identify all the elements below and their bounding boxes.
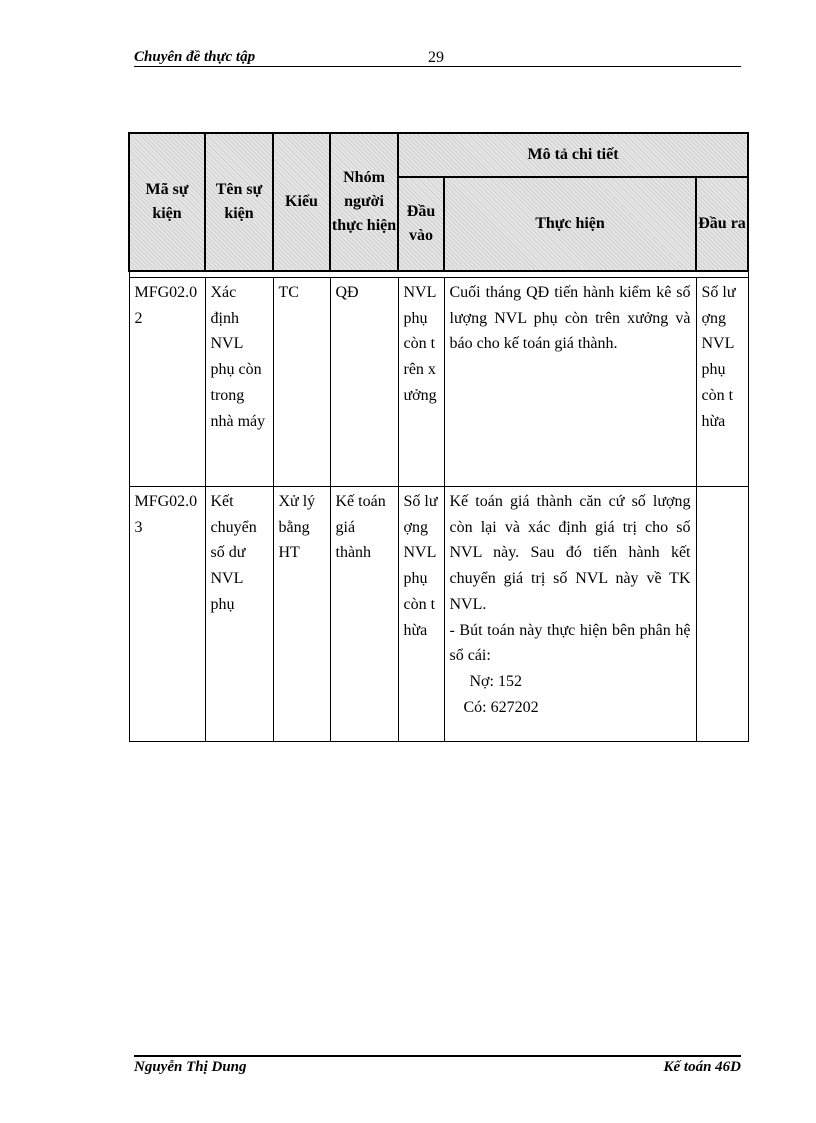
document-header-title: Chuyên đề thực tập: [134, 49, 256, 65]
header-ma-su-kien: Mã sự kiện: [129, 133, 205, 271]
cell-dau-vao: NVL phụ còn trên xưởng: [398, 278, 444, 487]
thuc-hien-text: Kế toán giá thành căn cứ số lượng còn lại và xác định giá trị cho số NVL này. Sau đó tiến hành kết chuyển giá trị số NVL này về TK NVL.: [449, 493, 691, 613]
header-thuc-hien: Thực hiện: [444, 177, 696, 271]
cell-kieu: TC: [273, 278, 330, 487]
cell-thuc-hien: Cuối tháng QĐ tiến hành kiểm kê số lượng NVL phụ còn trên xưởng và báo cho kế toán giá thành.: [444, 278, 696, 487]
cell-kieu: Xử lý bằng HT: [273, 487, 330, 742]
header-nhom-nguoi-thuc-hien: Nhóm người thực hiện: [330, 133, 398, 271]
cell-thuc-hien: [444, 487, 696, 742]
table-row: [129, 278, 748, 487]
table-row: [129, 487, 748, 742]
header-dau-ra: Đầu ra: [696, 177, 748, 271]
header-rule: [134, 66, 741, 67]
cell-ten-su-kien: Kết chuyển số dư NVL phụ: [205, 487, 273, 742]
footer-author: Nguyễn Thị Dung: [134, 1059, 247, 1075]
cell-ma-su-kien: MFG02.03: [129, 487, 205, 742]
header-dau-vao: Đầu vào: [398, 177, 444, 271]
header-mo-ta-chi-tiet: Mô tả chi tiết: [398, 133, 748, 177]
cell-ten-su-kien: Xác định NVL phụ còn trong nhà máy: [205, 278, 273, 487]
cell-nhom-nguoi: Kế toán giá thành: [330, 487, 398, 742]
page-number: 29: [428, 49, 444, 66]
footer-class: Kế toán 46D: [663, 1059, 741, 1075]
cell-nhom-nguoi: QĐ: [330, 278, 398, 487]
cell-dau-ra: Số lượng NVL phụ còn thừa: [696, 278, 748, 487]
footer-rule: [134, 1055, 741, 1057]
header-ten-su-kien: Tên sự kiện: [205, 133, 273, 271]
thuc-hien-note: - Bút toán này thực hiện bên phân hệ sổ cái:: [449, 621, 691, 665]
cell-dau-vao: Số lượng NVL phụ còn thừa: [398, 487, 444, 742]
journal-credit: Có: 627202: [463, 698, 539, 716]
event-description-table: [128, 132, 749, 742]
journal-debit: Nợ: 152: [469, 672, 522, 690]
header-kieu: Kiểu: [273, 133, 330, 271]
cell-dau-ra: [696, 487, 748, 742]
cell-ma-su-kien: MFG02.02: [129, 278, 205, 487]
